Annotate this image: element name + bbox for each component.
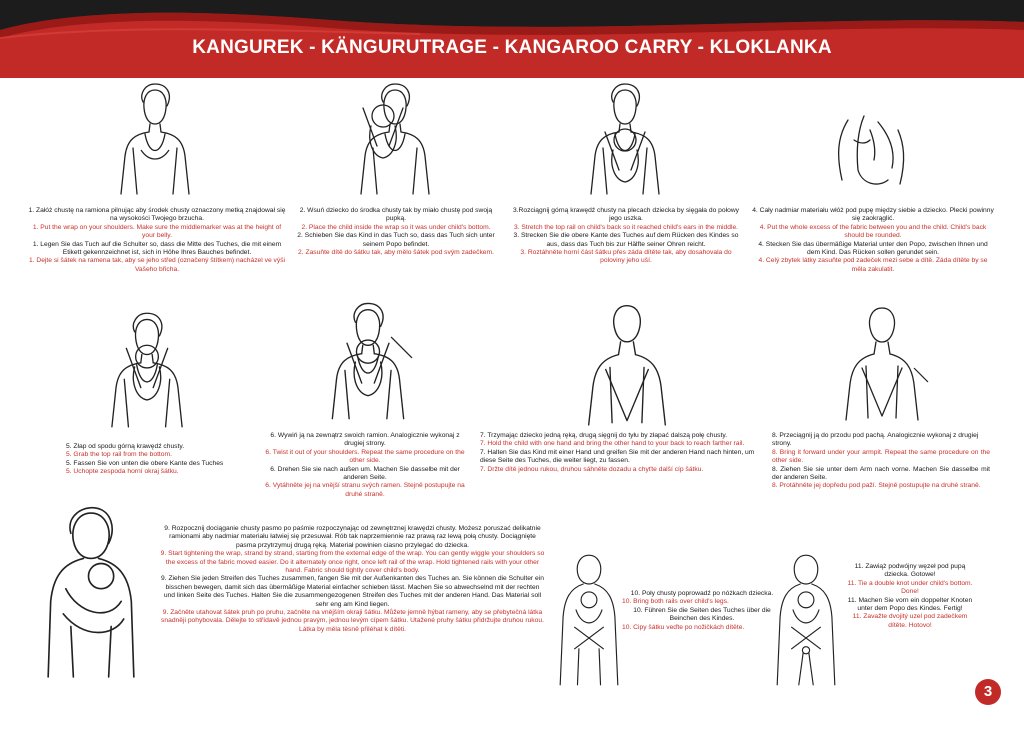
- step-11-pl: 11. Zawiąż podwójny węzeł pod pupą dziecka. Gotowe!: [854, 563, 966, 579]
- step-11-text: [846, 563, 974, 630]
- step-7-pl: 7. Trzymając dziecko jedną ręką, drugą sięgnij do tyłu by złapać dalszą połę chusty.: [480, 432, 728, 439]
- step-3-illustration: [565, 76, 685, 200]
- step-3-pl: 3.Rozciągnij górną krawędź chusty na plecach dziecka by sięgała do połowy jego uszka.: [512, 207, 740, 223]
- step-11-de: 11. Machen Sie vorn ein doppelter Knoten unter dem Popo des Kindes. Fertig!: [847, 596, 973, 613]
- step-4-en: 4. Put the whole excess of the fabric between you and the child. Child's back should be rounded.: [759, 223, 987, 240]
- step-6-text: [262, 432, 468, 499]
- step-8-cz: 8. Protáhněte jej dopředu pod paží. Stejně postupujte na druhé straně.: [772, 482, 981, 490]
- step-1-pl: 1. Załóż chustę na ramiona pilnując aby środek chusty oznaczony metką znajdował się na wysokości Twojego brzucha.: [28, 207, 286, 223]
- step-3-cz: 3. Roztáhněte horní část šátku přes záda dítěte tak, aby dosahovala do poloviny jeho uší.: [520, 249, 732, 265]
- step-8-illustration: [832, 295, 932, 425]
- step-4-cz: 4. Celý zbytek látky zasuňte pod zadeček mezi sebe a dítě. Záda dítěte by se měla zakulatit.: [758, 257, 988, 273]
- step-1-text: [28, 207, 286, 274]
- step-8-en: 8. Bring it forward under your armpit. Repeat the same procedure on the other side.: [772, 448, 990, 465]
- step-10-cz: 10. Cipy šátku veďte po nožičkách dítěte.: [622, 623, 745, 631]
- step-3-de: 3. Strecken Sie die obere Kante des Tuches auf dem Rücken des Kindes so aus, dass das Tuch bis zur Hälfte seiner Ohren reicht.: [513, 232, 739, 248]
- step-5-text: [66, 443, 266, 477]
- step-8-text: [772, 432, 990, 491]
- step-4-illustration: [818, 100, 918, 200]
- step-2-cz: 2. Zasuňte dítě do šátku tak, aby mělo šátek pod svým zadečkem.: [298, 249, 494, 257]
- step-2-pl: 2. Wsuń dziecko do środka chusty tak by miało chustę pod swoją pupką.: [299, 207, 493, 223]
- step-4-pl: 4. Cały nadmiar materiału włóż pod pupę między siebie a dziecko. Plecki powinny się zaokrąglić.: [752, 207, 994, 223]
- step-10-en: 10. Bring both rails over child's legs.: [622, 598, 729, 606]
- step-1-de: 1. Legen Sie das Tuch auf die Schulter so, dass die Mitte des Tuches, die mit einem Etikett gekennzeichnet ist, sich in Höhe Ihres Bauches befindet.: [32, 240, 282, 257]
- step-5-en: 5. Grab the top rail from the bottom.: [66, 451, 172, 459]
- step-9-pl: 9. Rozpocznij dociąganie chusty pasmo po paśmie rozpoczynając od zewnętrznej krawędzi chusty. Możesz poruszać delikatnie ramionami aby nadmiar materiału łatwiej się przesuwał. Rób tak naprzemiennie raz prawą raz lewą połą chusty. Dociągnięte pasma przytrzymuj drugą ręką. Materiał powinien ciasno przylegać do dziecka.: [164, 525, 541, 549]
- step-7-text: [480, 432, 768, 474]
- step-6-cz: 6. Vytáhněte jej na vnější stranu svých ramen. Stejně postupujte na druhé straně.: [265, 482, 465, 498]
- step-1-en: 1. Put the wrap on your shoulders. Make sure the middlemarker was at the height of your belly.: [32, 223, 282, 240]
- step-11-illustration: [770, 545, 842, 695]
- step-4-text: [752, 207, 994, 274]
- step-1-illustration: [95, 76, 215, 200]
- step-7-cz: 7. Držte dítě jednou rukou, druhou sáhněte dozadu a chyťte další cíp šátku.: [480, 465, 704, 473]
- step-2-en: 2. Place the child inside the wrap so it was under child's bottom.: [301, 223, 491, 231]
- step-4-de: 4. Stecken Sie das übermäßige Material unter den Popo, zwischen Ihnen und dem Kind. Das Rücken sollen gerundet sein.: [758, 240, 988, 257]
- step-11-en: 11. Tie a double knot under child's bottom. Done!: [847, 579, 973, 596]
- step-5-pl: 5. Złap od spodu górną krawędź chusty.: [66, 443, 185, 450]
- step-6-de: 6. Drehen Sie sie nach außen um. Machen Sie dasselbe mit der anderen Seite.: [270, 465, 460, 482]
- page-number-badge: 3: [975, 679, 1001, 705]
- step-6-en: 6. Twist it out of your shoulders. Repeat the same procedure on the other side.: [265, 448, 465, 465]
- step-9-illustration: [28, 500, 154, 690]
- step-3-en: 3. Stretch the top rail on child's back so it reached child's ears in the middle.: [513, 223, 739, 231]
- step-3-text: [510, 207, 742, 266]
- step-9-en: 9. Start tightening the wrap, strand by strand, starting from the external edge of the wrap. You can gently wiggle your shoulders so the excess of the fabric moved easier. Do it alternately once right, once left rail of the wrap. Hold tightened rails with your other hand. Fabric should tightly cover child's body.: [160, 550, 545, 575]
- header-banner: [0, 0, 1024, 78]
- step-9-text: [160, 525, 545, 634]
- step-5-cz: 5. Uchopte zespoda horní okraj šátku.: [66, 468, 179, 476]
- step-2-text: [296, 207, 496, 257]
- step-1-cz: 1. Dejte si šátek na ramena tak, aby se jeho střed (označený štítkem) nacházel ve výši Vašeho břicha.: [28, 257, 286, 273]
- step-2-illustration: [335, 76, 455, 200]
- step-5-de: 5. Fassen Sie von unten die obere Kante des Tuches: [66, 459, 224, 467]
- step-10-de: 10. Führen Sie die Seiten des Tuches über die Beinchen des Kindes.: [633, 606, 771, 623]
- step-10-pl: 10. Poły chusty poprowadź po nóżkach dziecka.: [630, 590, 774, 597]
- step-6-pl: 6. Wywiń ją na zewnątrz swoich ramion. Analogicznie wykonaj z drugiej strony.: [270, 432, 460, 448]
- step-11-cz: 11. Zavažte dvojitý uzel pod zadečkem dítěte. Hotovo!: [852, 613, 968, 629]
- step-7-illustration: [568, 295, 686, 427]
- step-8-de: 8. Ziehen Sie sie unter dem Arm nach vorne. Machen Sie dasselbe mit der anderen Seite.: [772, 465, 990, 482]
- step-5-illustration: [84, 305, 210, 433]
- step-7-de: 7. Halten Sie das Kind mit einer Hand und greifen Sie mit der anderen Hand nach hinten, um diese Seite des Tuches, die weiter liegt, zu fassen.: [480, 448, 755, 465]
- step-9-de: 9. Ziehen Sie jeden Streifen des Tuches zusammen, fangen Sie mit der Außenkanten des Tuches an. Sie können die Schulter ein bisschen bewegen, damit sich das übermäßige Material einfacher schieben lässt. Machen Sie so abwechselnd mit der rechten und linken Seite des Tuches. Halten Sie die zusammengezogenen Streifen des Tuches mit der anderen Hand. Das Material soll sehr eng am Kind liegen.: [161, 575, 544, 608]
- step-8-pl: 8. Przeciągnij ją do przodu pod pachą. Analogicznie wykonaj z drugiej strony.: [772, 432, 979, 448]
- step-7-en: 7. Hold the child with one hand and bring the other hand to your back to reach farther rail.: [480, 440, 745, 448]
- step-10-text: [622, 590, 782, 632]
- step-10-illustration: [553, 545, 625, 695]
- step-6-illustration: [305, 295, 431, 425]
- step-9-cz: 9. Začněte utahovat šátek pruh po pruhu, začněte na vnějším okraji šátku. Můžete jemně hýbat rameny, aby se přebytečná látka snadněji pohybovala. Dělejte to střídavě jednou pravým, jednou levým cípem šátku. Utažené pruhy šátku přidržujte druhou rukou. Látka by měla těsně přiléhat k dítěti.: [161, 609, 544, 633]
- step-2-de: 2. Schieben Sie das Kind in das Tuch so, dass das Tuch sich unter seinem Popo befindet.: [297, 232, 495, 248]
- page-title: KANGUREK - KÄNGURUTRAGE - KANGAROO CARRY - KLOKLANKA: [192, 37, 832, 58]
